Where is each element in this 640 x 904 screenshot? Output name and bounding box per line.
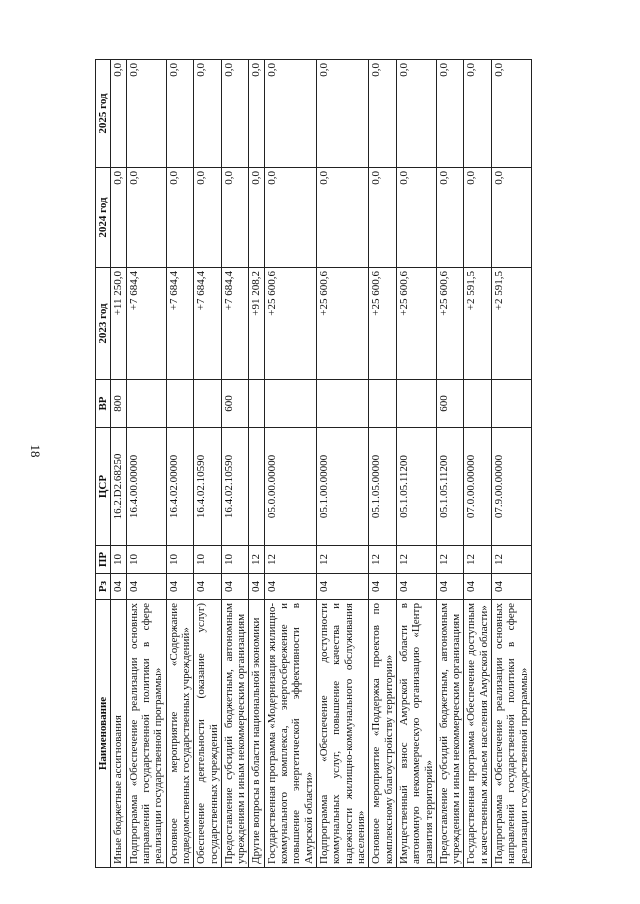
cell-2023: +91 208,2 [249, 268, 264, 380]
budget-table [95, 59, 532, 868]
cell-2024: 0,0 [369, 168, 397, 268]
cell-2024: 0,0 [166, 168, 194, 268]
cell-name: Подпрограмма «Обеспечение реализации основных направлений государственной политики в сфере реализации государственной программы» [492, 600, 532, 868]
table-row [464, 60, 492, 868]
cell-2023: +25 600,6 [369, 268, 397, 380]
cell-vr [396, 380, 436, 428]
cell-rz: 04 [194, 574, 222, 600]
cell-csr: 16.2.D2.68250 [111, 428, 126, 546]
cell-2025: 0,0 [166, 60, 194, 168]
cell-csr: 05.0.00.00000 [264, 428, 316, 546]
cell-pr: 12 [317, 546, 369, 574]
cell-2023: +25 600,6 [264, 268, 316, 380]
cell-name: Основное мероприятие «Содержание подведомственных государственных учреждений» [166, 600, 194, 868]
cell-name: Государственная программа «Модернизация жилищно-коммунального комплекса, энергосбережение и повышение энергетической эффективности в Амурской области» [264, 600, 316, 868]
cell-pr: 10 [126, 546, 166, 574]
cell-name: Имущественный взнос Амурской области в автономную некоммерческую организацию «Центр развития территорий» [396, 600, 436, 868]
cell-csr [249, 428, 264, 546]
cell-pr: 12 [396, 546, 436, 574]
cell-rz: 04 [249, 574, 264, 600]
cell-2024: 0,0 [492, 168, 532, 268]
cell-rz: 04 [111, 574, 126, 600]
cell-2025: 0,0 [396, 60, 436, 168]
cell-rz: 04 [126, 574, 166, 600]
cell-2024: 0,0 [464, 168, 492, 268]
cell-2024: 0,0 [194, 168, 222, 268]
cell-rz: 04 [317, 574, 369, 600]
cell-csr: 16.4.02.00000 [166, 428, 194, 546]
cell-name: Государственная программа «Обеспечение доступным и качественным жильем населения Амурской области» [464, 600, 492, 868]
table-row [436, 60, 464, 868]
cell-pr: 12 [464, 546, 492, 574]
cell-2023: +7 684,4 [194, 268, 222, 380]
cell-vr [126, 380, 166, 428]
table-row [221, 60, 249, 868]
cell-2025: 0,0 [249, 60, 264, 168]
table-row [194, 60, 222, 868]
cell-csr: 05.1.05.00000 [369, 428, 397, 546]
table-header-row [96, 60, 111, 868]
cell-2025: 0,0 [317, 60, 369, 168]
cell-name: Предоставление субсидий бюджетным, автономным учреждениям и иным некоммерческим организациям [221, 600, 249, 868]
cell-csr: 05.1.05.11200 [436, 428, 464, 546]
header-csr: ЦСР [96, 428, 111, 546]
cell-vr: 600 [436, 380, 464, 428]
cell-2024: 0,0 [396, 168, 436, 268]
cell-csr: 05.1.00.00000 [317, 428, 369, 546]
cell-2025: 0,0 [436, 60, 464, 168]
header-2025: 2025 год [96, 60, 111, 168]
cell-pr: 12 [492, 546, 532, 574]
table-row [396, 60, 436, 868]
header-name: Наименование [96, 600, 111, 868]
cell-vr [317, 380, 369, 428]
cell-pr: 12 [264, 546, 316, 574]
cell-pr: 12 [369, 546, 397, 574]
cell-2023: +2 591,5 [464, 268, 492, 380]
cell-csr: 16.4.02.10590 [221, 428, 249, 546]
cell-vr [369, 380, 397, 428]
cell-2023: +25 600,6 [436, 268, 464, 380]
cell-vr [492, 380, 532, 428]
cell-2025: 0,0 [492, 60, 532, 168]
table-row [492, 60, 532, 868]
cell-rz: 04 [396, 574, 436, 600]
cell-2023: +25 600,6 [396, 268, 436, 380]
cell-rz: 04 [369, 574, 397, 600]
cell-rz: 04 [464, 574, 492, 600]
cell-name: Основное мероприятие «Поддержка проектов по комплексному благоустройству территории» [369, 600, 397, 868]
cell-pr: 10 [111, 546, 126, 574]
cell-2024: 0,0 [436, 168, 464, 268]
cell-csr: 16.4.00.00000 [126, 428, 166, 546]
cell-name: Подпрограмма «Обеспечение реализации основных направлений государственной политики в сфере реализации государственной программы» [126, 600, 166, 868]
table-row [166, 60, 194, 868]
cell-rz: 04 [221, 574, 249, 600]
cell-name: Подпрограмма «Обеспечение доступности коммунальных услуг, повышение качества и надежности жилищно-коммунального обслуживания населения» [317, 600, 369, 868]
cell-csr: 16.4.02.10590 [194, 428, 222, 546]
table-row [111, 60, 126, 868]
table-row [249, 60, 264, 868]
cell-2024: 0,0 [317, 168, 369, 268]
cell-vr: 800 [111, 380, 126, 428]
cell-pr: 12 [436, 546, 464, 574]
cell-2023: +11 250,0 [111, 268, 126, 380]
cell-2023: +7 684,4 [166, 268, 194, 380]
cell-name: Обеспечение деятельности (оказание услуг) государственных учреждений [194, 600, 222, 868]
cell-2024: 0,0 [264, 168, 316, 268]
header-pr: ПР [96, 546, 111, 574]
cell-name: Другие вопросы в области национальной экономики [249, 600, 264, 868]
cell-2023: +25 600,6 [317, 268, 369, 380]
cell-2025: 0,0 [264, 60, 316, 168]
cell-vr [264, 380, 316, 428]
cell-pr: 10 [221, 546, 249, 574]
cell-vr [464, 380, 492, 428]
cell-name: Предоставление субсидий бюджетным, автономным учреждениям и иным некоммерческим организациям [436, 600, 464, 868]
cell-2025: 0,0 [221, 60, 249, 168]
table-row [264, 60, 316, 868]
cell-vr [249, 380, 264, 428]
rotated-table-container [95, 60, 535, 868]
cell-rz: 04 [492, 574, 532, 600]
cell-vr: 600 [221, 380, 249, 428]
cell-2025: 0,0 [369, 60, 397, 168]
cell-pr: 12 [249, 546, 264, 574]
header-vr: ВР [96, 380, 111, 428]
cell-rz: 04 [436, 574, 464, 600]
cell-name: Иные бюджетные ассигнования [111, 600, 126, 868]
table-row [317, 60, 369, 868]
cell-2025: 0,0 [126, 60, 166, 168]
table-body [111, 60, 532, 868]
cell-pr: 10 [166, 546, 194, 574]
cell-rz: 04 [264, 574, 316, 600]
header-2024: 2024 год [96, 168, 111, 268]
table-row [126, 60, 166, 868]
cell-2023: +2 591,5 [492, 268, 532, 380]
header-rz: Рз [96, 574, 111, 600]
cell-2024: 0,0 [111, 168, 126, 268]
cell-2024: 0,0 [126, 168, 166, 268]
cell-vr [194, 380, 222, 428]
cell-2025: 0,0 [111, 60, 126, 168]
cell-vr [166, 380, 194, 428]
cell-2024: 0,0 [249, 168, 264, 268]
header-2023: 2023 год [96, 268, 111, 380]
cell-2025: 0,0 [194, 60, 222, 168]
cell-csr: 07.9.00.00000 [492, 428, 532, 546]
cell-2024: 0,0 [221, 168, 249, 268]
cell-2025: 0,0 [464, 60, 492, 168]
cell-csr: 07.0.00.00000 [464, 428, 492, 546]
cell-2023: +7 684,4 [126, 268, 166, 380]
page-number: 18 [28, 444, 43, 458]
table-row [369, 60, 397, 868]
cell-pr: 10 [194, 546, 222, 574]
cell-csr: 05.1.05.11200 [396, 428, 436, 546]
cell-2023: +7 684,4 [221, 268, 249, 380]
cell-rz: 04 [166, 574, 194, 600]
